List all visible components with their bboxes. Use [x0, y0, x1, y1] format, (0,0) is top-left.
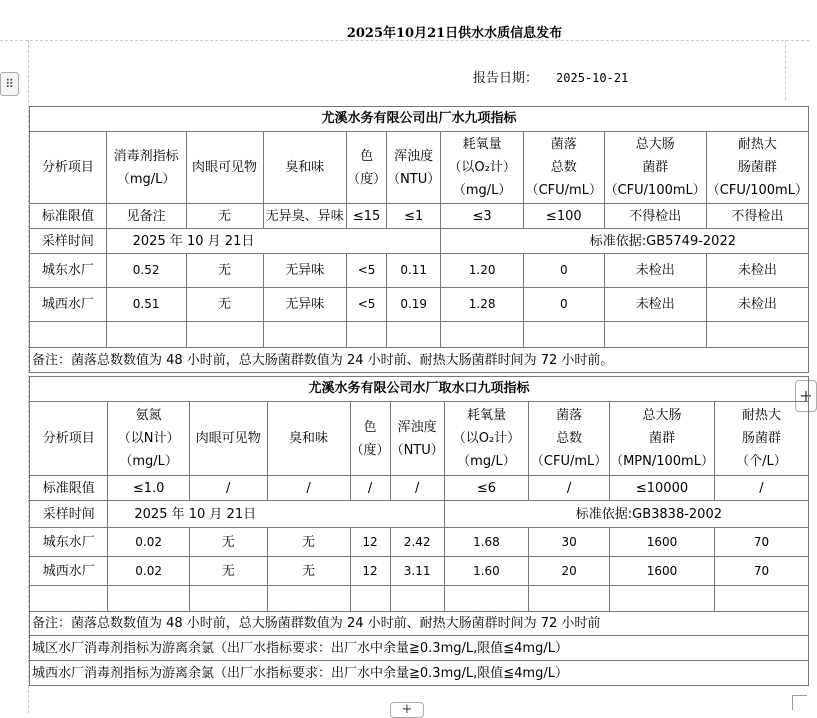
header-colony: 菌落 总数 （CFU/mL） — [523, 132, 604, 204]
header-odor: 臭和味 — [267, 402, 350, 476]
table-row: 城西水厂 0.51 无 无异味 <5 0.19 1.28 0 未检出 未检出 — [30, 288, 809, 322]
page-corner-mark — [792, 695, 807, 710]
page-margin-line-right — [785, 40, 786, 100]
intake-water-table — [29, 376, 809, 686]
limit-cell: 不得检出 — [604, 204, 706, 229]
limit-cell: ≤6 — [444, 476, 528, 501]
table-move-handle-icon[interactable]: ⠿ — [0, 72, 19, 96]
empty-row — [30, 322, 809, 348]
sampling-date: 2025 年 10 月 21日 — [108, 501, 444, 528]
header-ammonia: 氨氮 （以N计） （mg/L） — [108, 402, 189, 476]
table-row: 城东水厂 0.02 无 无 12 2.42 1.68 30 1600 70 — [30, 528, 809, 557]
limit-cell: / — [529, 476, 610, 501]
footer-note-urban: 城区水厂消毒剂指标为游离余氯（出厂水指标要求：出厂水中余量≧0.3mg/L,限值≦4mg/L） — [30, 636, 809, 661]
report-date-value: 2025-10-21 — [556, 71, 629, 85]
empty-row — [30, 586, 809, 612]
standard-basis: 标准依据:GB5749-2022 — [441, 229, 809, 254]
header-turbidity: 浑浊度 （NTU） — [387, 132, 441, 204]
limit-cell: ≤100 — [523, 204, 604, 229]
header-colony: 菌落 总数 （CFU/mL） — [529, 402, 610, 476]
table-title: 尤溪水务有限公司出厂水九项指标 — [30, 107, 809, 132]
document-title: 2025年10月21日供水水质信息发布 — [346, 26, 563, 41]
header-visible: 肉眼可见物 — [186, 132, 263, 204]
report-date — [473, 67, 628, 86]
sampling-row — [30, 229, 809, 254]
page-margin-line — [0, 40, 809, 41]
limit-cell: 见备注 — [106, 204, 186, 229]
limit-cell: ≤1.0 — [108, 476, 189, 501]
limit-cell: ≤1 — [387, 204, 441, 229]
limit-cell: / — [189, 476, 267, 501]
header-color: 色 （度） — [350, 402, 390, 476]
header-thermo: 耐热大 肠菌群 （CFU/100mL） — [706, 132, 808, 204]
limit-cell: 不得检出 — [706, 204, 808, 229]
limit-cell: 标准限值 — [30, 476, 108, 501]
limit-cell: 无异臭、异味 — [263, 204, 347, 229]
sampling-label: 采样时间 — [30, 229, 107, 254]
header-cod: 耗氧量 （以O₂计） （mg/L） — [441, 132, 524, 204]
limit-cell: 标准限值 — [30, 204, 107, 229]
limit-cell: / — [267, 476, 350, 501]
standard-basis: 标准依据:GB3838-2002 — [444, 501, 808, 528]
header-disinfectant: 消毒剂指标 （mg/L） — [106, 132, 186, 204]
header-thermo: 耐热大 肠菌群 （个/L） — [714, 402, 808, 476]
header-color: 色 （度） — [347, 132, 387, 204]
limits-row — [30, 476, 809, 501]
table-row: 城西水厂 0.02 无 无 12 3.11 1.60 20 1600 70 — [30, 557, 809, 586]
sampling-label: 采样时间 — [30, 501, 108, 528]
sampling-row — [30, 501, 809, 528]
table-note: 备注：菌落总数数值为 48 小时前，总大肠菌群数值为 24 小时前、耐热大肠菌群时间为 72 小时前 — [30, 612, 809, 636]
outlet-water-table — [29, 106, 809, 373]
sampling-date: 2025 年 10 月 21日 — [106, 229, 441, 254]
limit-cell: / — [714, 476, 808, 501]
header-coliform: 总大肠 菌群 （MPN/100mL） — [610, 402, 715, 476]
limit-cell: ≤3 — [441, 204, 524, 229]
add-row-icon[interactable]: + — [390, 702, 424, 718]
header-item: 分析项目 — [30, 402, 108, 476]
header-item: 分析项目 — [30, 132, 107, 204]
limit-cell: 无 — [186, 204, 263, 229]
limit-cell: ≤10000 — [610, 476, 715, 501]
limits-row — [30, 204, 809, 229]
table-note: 备注：菌落总数数值为 48 小时前，总大肠菌群数值为 24 小时前、耐热大肠菌群时间为 72 小时前。 — [30, 348, 809, 373]
footer-note-west: 城西水厂消毒剂指标为游离余氯（出厂水指标要求：出厂水中余量≧0.3mg/L,限值≦4mg/L） — [30, 661, 809, 686]
table-row: 城东水厂 0.52 无 无异味 <5 0.11 1.20 0 未检出 未检出 — [30, 254, 809, 288]
add-column-icon[interactable]: + — [795, 380, 817, 412]
limit-cell: / — [350, 476, 390, 501]
limit-cell: ≤15 — [347, 204, 387, 229]
header-turbidity: 浑浊度 （NTU） — [390, 402, 444, 476]
header-visible: 肉眼可见物 — [189, 402, 267, 476]
header-coliform: 总大肠 菌群 （CFU/100mL） — [604, 132, 706, 204]
header-odor: 臭和味 — [263, 132, 347, 204]
header-cod: 耗氧量 （以O₂计） （mg/L） — [444, 402, 528, 476]
limit-cell: / — [390, 476, 444, 501]
report-date-label: 报告日期： — [473, 71, 539, 86]
table-title: 尤溪水务有限公司水厂取水口九项指标 — [30, 377, 809, 402]
